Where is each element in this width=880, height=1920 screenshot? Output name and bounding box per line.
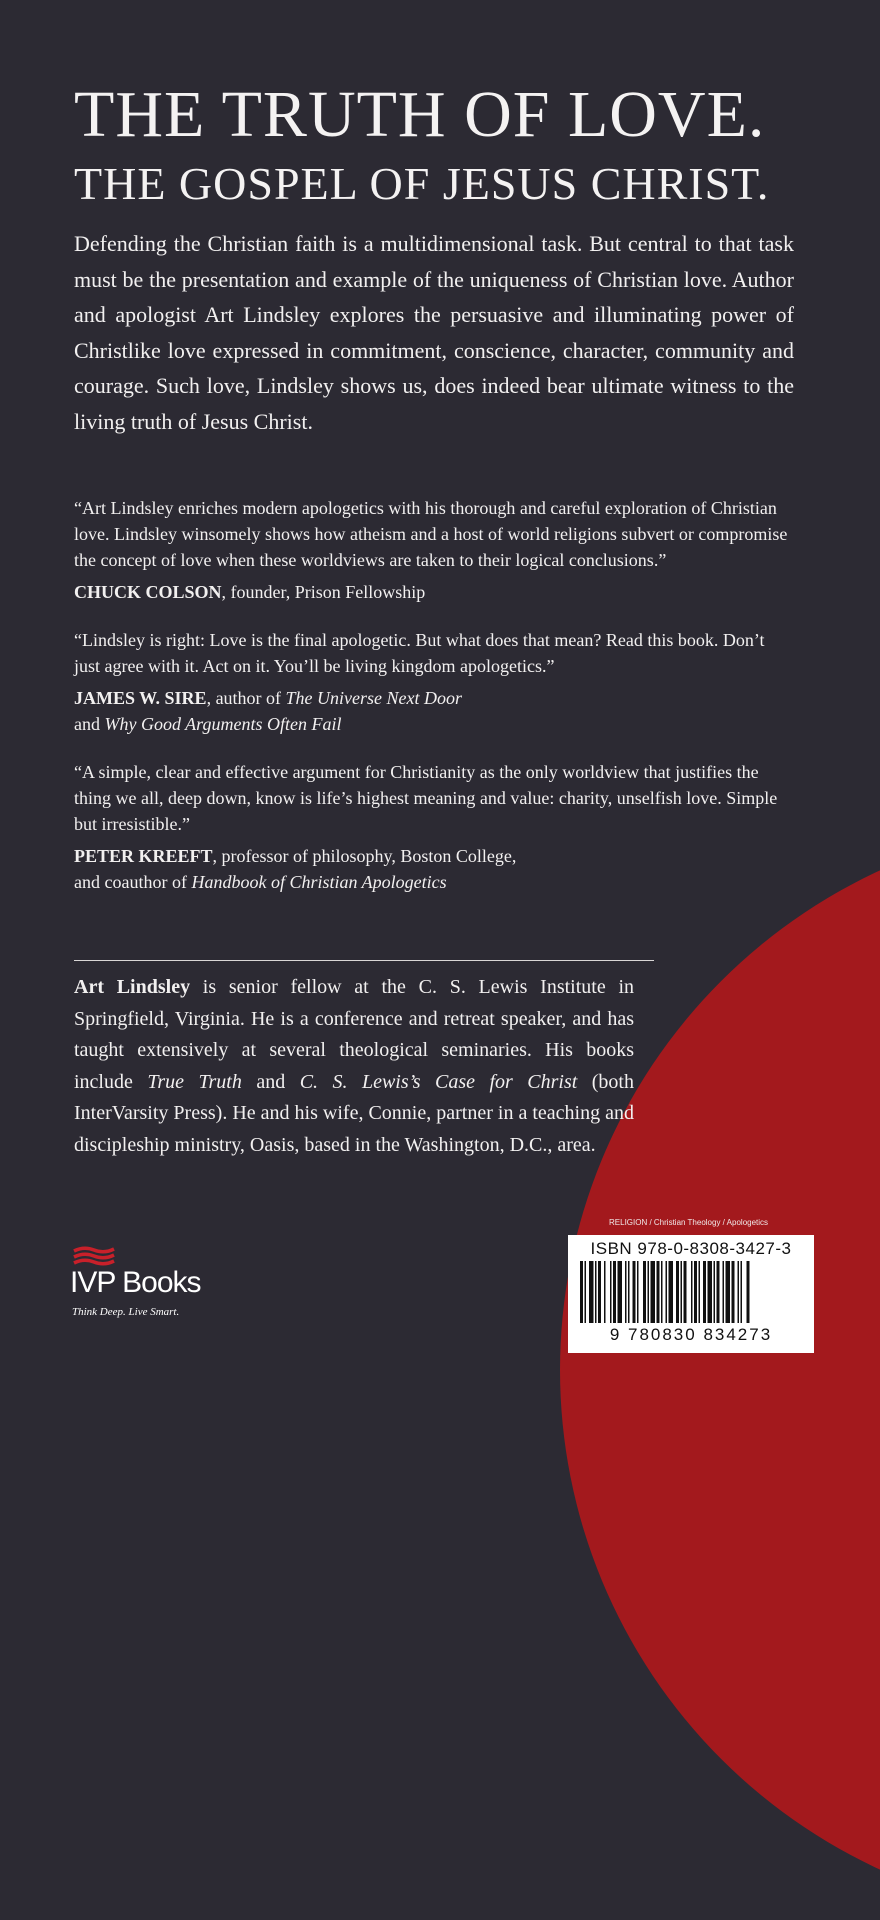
headline-line-1: THE TRUTH OF LOVE. (74, 78, 766, 151)
publisher-name: IVP Books (70, 1266, 201, 1299)
author-name: Art Lindsley (74, 976, 191, 998)
barcode-bar (738, 1261, 740, 1323)
bio-book-1: True Truth (147, 1070, 242, 1093)
bio-book-2: C. S. Lewis’s Case for Christ (299, 1070, 578, 1093)
barcode-bar (661, 1261, 663, 1323)
barcode-bar (694, 1261, 697, 1323)
barcode-bar (703, 1261, 706, 1323)
headline-line-2: THE GOSPEL OF JESUS CHRIST. (74, 158, 770, 209)
endorser-role-line-2: and coauthor of (74, 872, 192, 892)
endorser-role: , professor of philosophy, Boston College, (212, 846, 517, 866)
barcode-bar (708, 1261, 713, 1323)
endorser-book: Handbook of Christian Apologetics (191, 872, 447, 892)
barcode-bar (732, 1261, 735, 1323)
bio-and: and (241, 1070, 300, 1093)
barcode-bar (580, 1261, 583, 1323)
endorser-book: The Universe Next Door (285, 688, 463, 708)
category-label: RELIGION / Christian Theology / Apologetics (609, 1218, 769, 1227)
endorsement-sire (74, 627, 794, 737)
barcode-bar (637, 1261, 639, 1323)
endorsements (74, 495, 794, 917)
barcode-bar (589, 1261, 594, 1323)
barcode-bar (657, 1261, 660, 1323)
publisher-tagline: Think Deep. Live Smart. (72, 1306, 180, 1318)
barcode-bar (669, 1261, 674, 1323)
barcode-digits: 9 780830 834273 (609, 1325, 773, 1344)
barcode-bar (610, 1261, 612, 1323)
publisher-logo (70, 1240, 230, 1330)
barcode-bar (598, 1261, 601, 1323)
endorsement-attribution (74, 843, 794, 895)
endorsement-attribution (74, 579, 794, 605)
ivp-wave-icon (72, 1245, 116, 1267)
barcode-bar (651, 1261, 656, 1323)
barcode-bar (717, 1261, 720, 1323)
bio-text-1: is senior fellow at the C. S. Lewis Institute in Springfield, Virginia. He is a conference and retreat speaker, and has taught extensively at several theological seminaries. His books include (74, 976, 635, 1093)
intro-paragraph: Defending the Christian faith is a multidimensional task. But central to that task must be the presentation and example of the uniqueness of Christian love. Author and apologist Art Lindsley explores the persuasive and illuminating power of Christlike love expressed in commitment, conscience, character, community and courage. Such love, Lindsley shows us, does indeed bear ultimate witness to the living truth of Jesus Christ. (74, 231, 794, 434)
barcode-bar (585, 1261, 587, 1323)
barcode-bar (595, 1261, 597, 1323)
barcode-bar (684, 1261, 687, 1323)
barcode-bar (714, 1261, 716, 1323)
endorsement-attribution (74, 685, 794, 737)
endorsement-quote: “Art Lindsley enriches modern apologetics with his thorough and careful exploration of Christian love. Lindsley winsomely shows how atheism and a host of world religions subvert or compromise the concept of love when these worldviews are taken to their logical conclusions.” (74, 498, 788, 570)
barcode-bar (618, 1261, 623, 1323)
barcode-bar (681, 1261, 683, 1323)
endorsement-quote: “Lindsley is right: Love is the final apologetic. But what does that mean? Read this book. Don’t just agree with it. Act on it. You’ll be living kingdom apologetics.” (74, 630, 765, 676)
isbn-label: ISBN 978-0-8308-3427-3 (590, 1239, 792, 1258)
barcode-bar (633, 1261, 636, 1323)
endorsement-quote: “A simple, clear and effective argument for Christianity as the only worldview that justifies the thing we all, deep down, know is life’s highest meaning and value: charity, unselfish love. Simple but irresistible.” (74, 762, 778, 834)
barcode-bar (604, 1261, 606, 1323)
barcode-bar (643, 1261, 646, 1323)
endorser-and: and (74, 714, 105, 734)
barcode-bars (576, 1261, 806, 1325)
barcode (568, 1235, 814, 1353)
barcode-bar (723, 1261, 725, 1323)
endorsement-colson (74, 495, 794, 605)
headline (74, 80, 769, 212)
endorser-role: , author of (206, 688, 286, 708)
barcode-bar (628, 1261, 630, 1323)
endorser-name: PETER KREEFT (74, 846, 213, 866)
barcode-bar (747, 1261, 750, 1323)
endorser-book: Why Good Arguments Often Fail (104, 714, 342, 734)
barcode-bar (691, 1261, 693, 1323)
barcode-bar (726, 1261, 731, 1323)
barcode-bar (648, 1261, 650, 1323)
barcode-bar (676, 1261, 679, 1323)
barcode-bar (741, 1261, 743, 1323)
barcode-bar (625, 1261, 627, 1323)
barcode-bar (613, 1261, 616, 1323)
bio-text-2: (both InterVarsity Press). He and his wife, Connie, partner in a teaching and discipleship ministry, Oasis, based in the Washington, D.C., area. (74, 1070, 634, 1156)
divider (74, 960, 654, 961)
endorser-name: JAMES W. SIRE (74, 688, 207, 708)
endorser-role: , founder, Prison Fellowship (221, 582, 426, 602)
endorsement-kreeft (74, 759, 794, 895)
author-bio (74, 972, 634, 1161)
endorser-name: CHUCK COLSON (74, 582, 222, 602)
barcode-bar (666, 1261, 668, 1323)
barcode-bar (699, 1261, 701, 1323)
